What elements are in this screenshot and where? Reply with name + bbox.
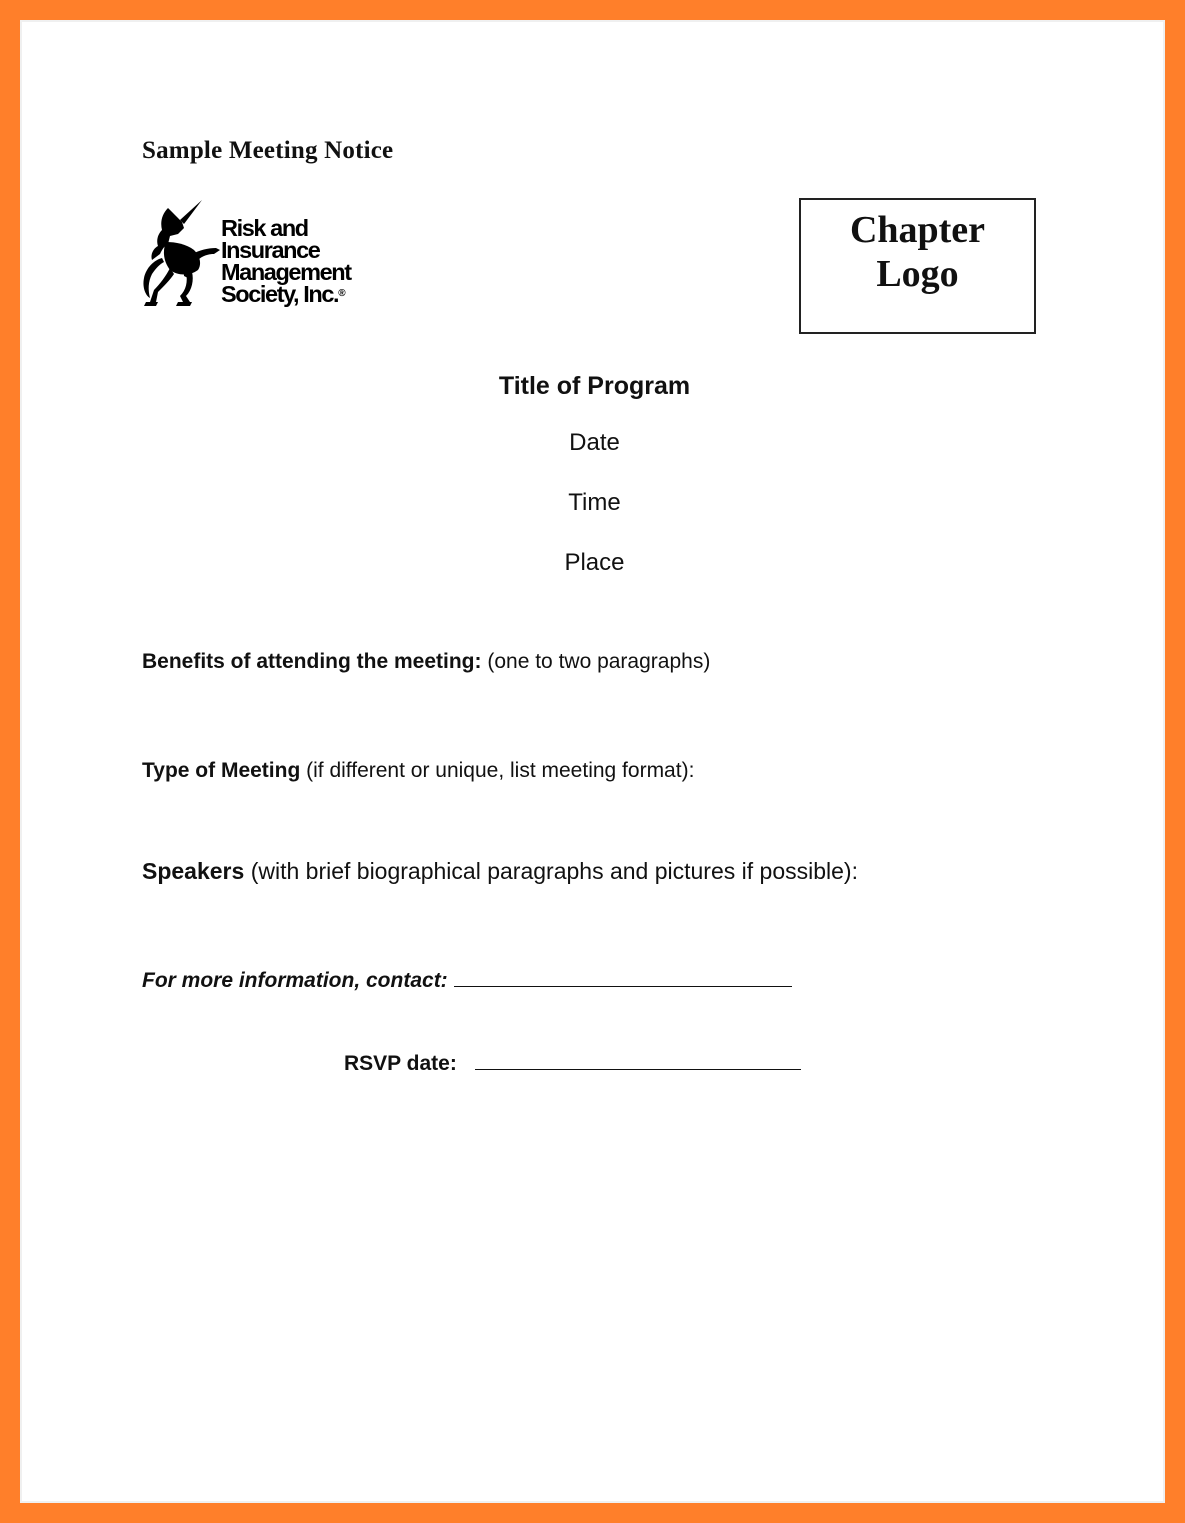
meeting-type-field (142, 759, 694, 783)
benefits-hint: (one to two paragraphs) (481, 650, 711, 673)
org-name-line (221, 283, 351, 305)
org-name-line: Insurance (221, 237, 320, 263)
rsvp-blank-line[interactable] (475, 1049, 801, 1070)
meeting-type-label: Type of Meeting (142, 759, 301, 782)
speakers-label: Speakers (142, 858, 245, 884)
document-heading: Sample Meeting Notice (142, 137, 394, 164)
rsvp-label: RSVP date: (344, 1052, 457, 1075)
speakers-field (142, 858, 858, 885)
org-name-line-text: Society, Inc. (221, 281, 339, 307)
registered-mark: ® (338, 288, 346, 299)
benefits-field (142, 650, 710, 674)
chapter-logo-line: Chapter (849, 209, 986, 251)
org-name-line: Risk and (221, 215, 308, 241)
program-title: Title of Program (498, 372, 691, 400)
speakers-hint: (with brief biographical paragraphs and pictures if possible): (244, 858, 858, 884)
program-date: Date (569, 429, 620, 456)
benefits-label: Benefits of attending the meeting: (142, 650, 482, 673)
rsvp-field (344, 1049, 801, 1076)
org-logo (140, 198, 390, 314)
contact-label: For more information, contact: (142, 969, 448, 992)
contact-blank-line[interactable] (454, 966, 792, 987)
contact-field (142, 966, 792, 993)
org-name-line: Management (221, 259, 351, 285)
unicorn-icon (140, 198, 222, 312)
org-name (221, 217, 351, 305)
program-place: Place (564, 549, 625, 576)
chapter-logo-placeholder (799, 198, 1036, 334)
meeting-type-hint: (if different or unique, list meeting format): (300, 759, 695, 782)
program-time: Time (568, 489, 621, 516)
document-page (20, 20, 1165, 1503)
chapter-logo-line: Logo (876, 253, 959, 295)
